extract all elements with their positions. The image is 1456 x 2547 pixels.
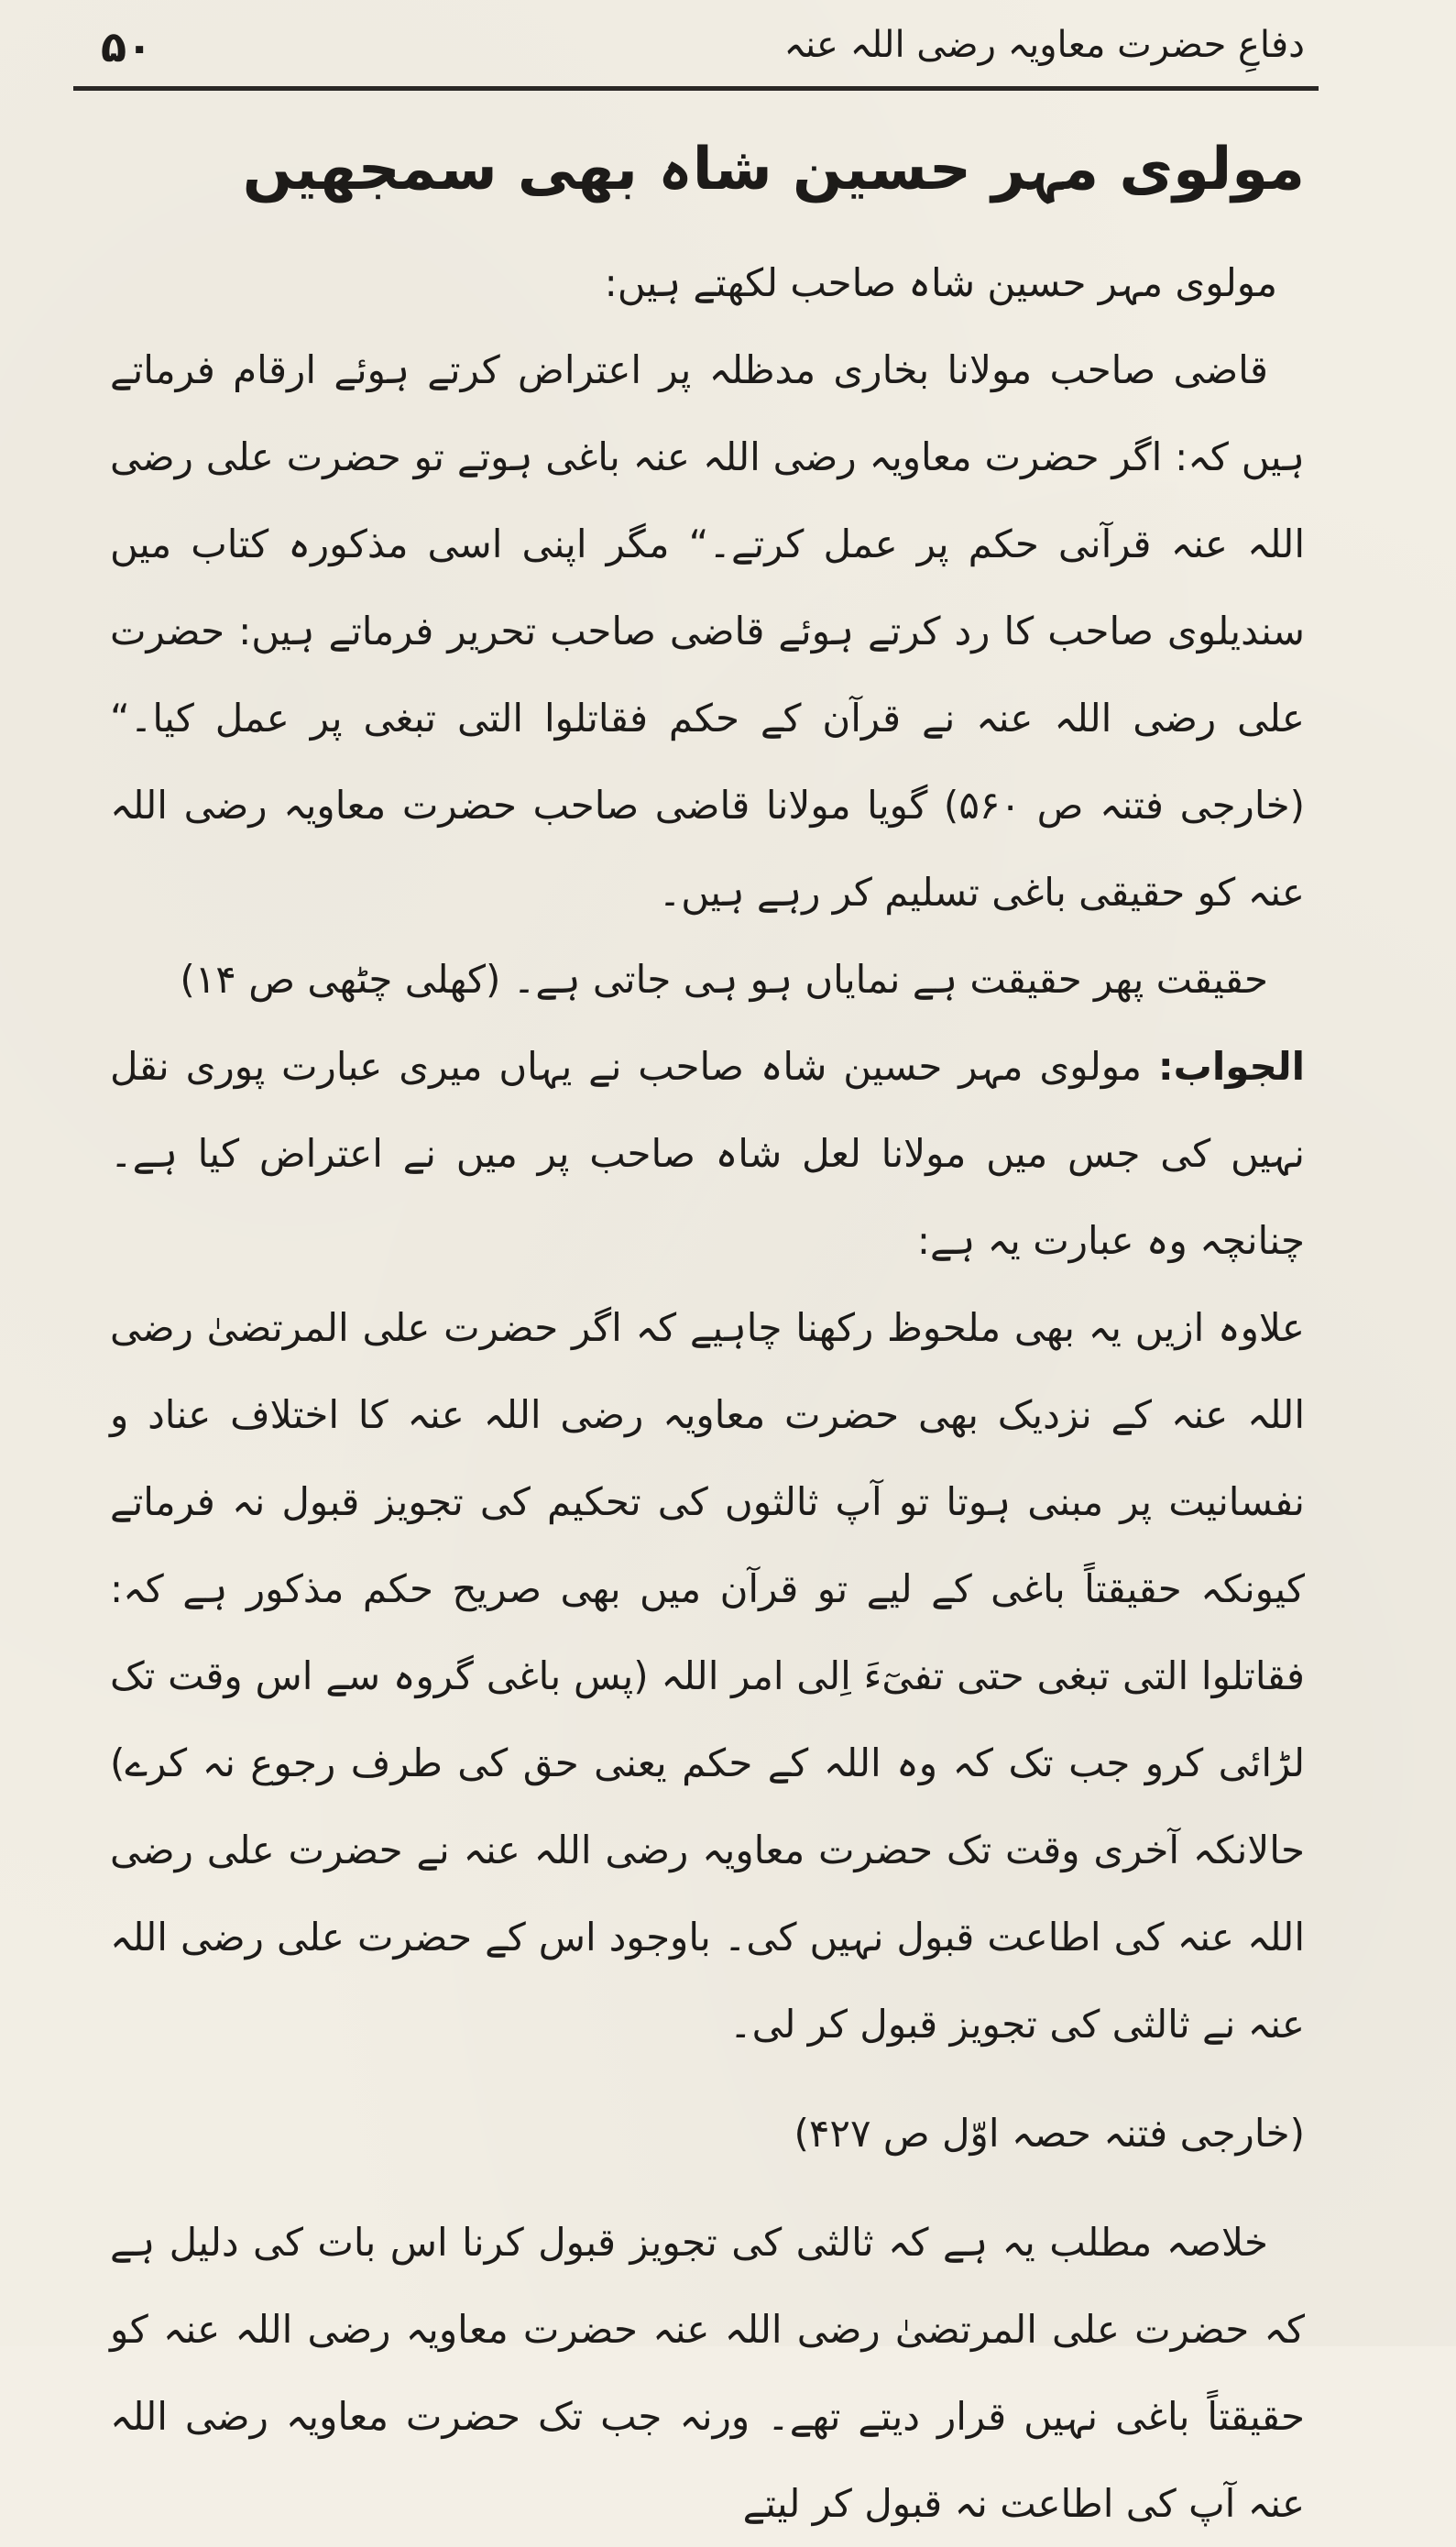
cited-paragraph: علاوہ ازیں یہ بھی ملحوظ رکھنا چاہیے کہ اگر حضرت علی المرتضیٰ رضی اللہ عنہ کے نزدیک بھی حضرت معاویہ رضی اللہ عنہ کا اختلاف عناد و نفسانیت پر مبنی ہوتا تو آپ ثالثوں کی تحکیم کی تجویز قبول نہ فرماتے کیونکہ حقیقتاً باغی کے لیے تو قرآن میں بھی صریح حکم مذکور ہے کہ: فقاتلوا التی تبغی حتی تفیٓءَ اِلی امر اللہ (پس باغی گروہ سے اس وقت تک لڑائی کرو جب تک کہ وہ اللہ کے حکم یعنی حق کی طرف رجوع نہ کرے) حالانکہ آخری وقت تک حضرت معاویہ رضی اللہ عنہ نے حضرت علی رضی اللہ عنہ کی اطاعت قبول نہیں کی۔ باوجود اس کے حضرت علی رضی اللہ عنہ نے ثالثی کی تجویز قبول کر لی۔	[110, 1305, 1305, 2047]
answer-text: مولوی مہر حسین شاہ صاحب نے یہاں میری عبارت پوری نقل نہیں کی جس میں مولانا لعل شاہ صاحب پر میں نے اعتراض کیا ہے۔ چنانچہ وہ عبارت یہ ہے:	[110, 1044, 1305, 1263]
section-heading: مولوی مہر حسین شاہ بھی سمجھیں	[242, 136, 1305, 203]
answer-label: الجواب:	[1157, 1044, 1305, 1089]
page-header	[82, 16, 1305, 81]
spacer	[110, 2068, 1305, 2090]
intro-line: مولوی مہر حسین شاہ صاحب لکھتے ہیں:	[604, 260, 1277, 305]
source-reference: (خارجی فتنہ حصہ اوّل ص ۴۲۷)	[794, 2111, 1305, 2156]
running-title: دفاعِ حضرت معاویہ رضی اللہ عنہ	[783, 24, 1305, 66]
header-rule	[73, 86, 1319, 91]
page-content	[110, 133, 1305, 2547]
quoted-paragraph: قاضی صاحب مولانا بخاری مدظلہ پر اعتراض کرتے ہوئے ارقام فرماتے ہیں کہ: اگر حضرت معاویہ رضی اللہ عنہ باغی ہوتے تو حضرت علی رضی اللہ عنہ قرآنی حکم پر عمل کرتے۔“ مگر اپنی اسی مذکورہ کتاب میں سندیلوی صاحب کا رد کرتے ہوئے قاضی صاحب تحریر فرماتے ہیں: حضرت علی رضی اللہ عنہ نے قرآن کے حکم فقاتلوا التی تبغی پر عمل کیا۔“ (خارجی فتنہ ص ۵۶۰) گویا مولانا قاضی صاحب حضرت معاویہ رضی اللہ عنہ کو حقیقی باغی تسلیم کر رہے ہیں۔	[110, 347, 1305, 915]
summary-paragraph: خلاصہ مطلب یہ ہے کہ ثالثی کی تجویز قبول کرنا اس بات کی دلیل ہے کہ حضرت علی المرتضیٰ رضی اللہ عنہ حضرت معاویہ رضی اللہ عنہ کو حقیقتاً باغی نہیں قرار دیتے تھے۔ ورنہ جب تک حضرت معاویہ رضی اللہ عنہ آپ کی اطاعت نہ قبول کر لیتے	[110, 2220, 1305, 2526]
answer-paragraph	[110, 1023, 1305, 1284]
page-number: ۵۰	[101, 22, 153, 71]
quoted-paragraph-tail: حقیقت پھر حقیقت ہے نمایاں ہو ہی جاتی ہے۔ (کھلی چٹھی ص ۱۴)	[180, 957, 1268, 1002]
spacer	[110, 2177, 1305, 2199]
